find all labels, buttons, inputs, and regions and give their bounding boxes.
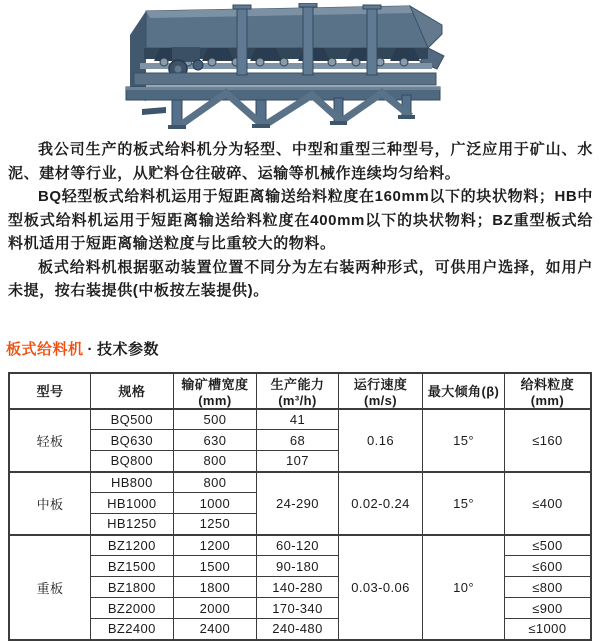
intro-text [0,132,602,303]
cell-spec: BZ2000 [91,598,174,619]
table-row [9,535,591,556]
table-row [9,619,591,640]
cell-spec: BZ1800 [91,577,174,598]
cell-trough-width: 630 [173,430,257,451]
cell-granularity: ≤500 [504,535,591,556]
cell-model-group: 重板 [9,535,91,640]
cell-granularity: ≤800 [504,577,591,598]
cell-granularity: ≤1000 [504,619,591,640]
intro-paragraph: 板式给料机根据驱动装置位置不同分为左右装两种形式，可供用户选择，如用户未提，按右装提供(中板按左装提供)。 [8,258,593,299]
cell-capacity: 107 [257,451,339,472]
cell-granularity: ≤400 [504,472,591,535]
cell-spec: BQ500 [91,409,174,430]
cell-granularity: ≤600 [504,556,591,577]
cell-granularity: ≤900 [504,598,591,619]
cell-trough-width: 1000 [173,493,257,514]
cell-trough-width: 800 [173,472,257,493]
column-header-max-angle: 最大倾角(β) [423,373,505,409]
column-header-model: 型号 [9,373,91,409]
cell-spec: HB800 [91,472,174,493]
cell-spec: BZ1200 [91,535,174,556]
column-header-spec: 规格 [91,373,174,409]
cell-trough-width: 1250 [173,514,257,535]
table-row [9,556,591,577]
cell-spec: BZ1500 [91,556,174,577]
cell-angle: 15° [423,472,505,535]
cell-capacity: 24-290 [257,472,339,535]
cell-model-group: 中板 [9,472,91,535]
column-header-speed: 运行速度(m/s) [338,373,423,409]
cell-model-group: 轻板 [9,409,91,472]
cell-speed: 0.03-0.06 [338,535,423,640]
cell-angle: 15° [423,409,505,472]
cell-capacity: 90-180 [257,556,339,577]
plate-feeder-figure [0,0,602,132]
cell-spec: HB1000 [91,493,174,514]
table-row [9,409,591,430]
cell-spec: HB1250 [91,514,174,535]
heading-section-label: 技术参数 [97,340,160,358]
column-header-capacity: 生产能力(m³/h) [257,373,339,409]
cell-angle: 10° [423,535,505,640]
cell-capacity: 240-480 [257,619,339,640]
intro-paragraph: 我公司生产的板式给料机分为轻型、中型和重型三种型号，广泛应用于矿山、水泥、建材等行业，从贮料仓往破碎、运输等机械作连续均匀给料。 [8,141,593,182]
cell-speed: 0.02-0.24 [338,472,423,535]
cell-trough-width: 2400 [173,619,257,640]
cell-spec: BQ800 [91,451,174,472]
section-heading [6,338,602,359]
table-row [9,577,591,598]
heading-separator: · [87,340,94,358]
cell-granularity: ≤160 [504,409,591,472]
cell-speed: 0.16 [338,409,423,472]
cell-trough-width: 800 [173,451,257,472]
cell-capacity: 170-340 [257,598,339,619]
cell-trough-width: 1500 [173,556,257,577]
column-header-granularity: 给料粒度(mm) [504,373,591,409]
intro-paragraph: BQ轻型板式给料机运用于短距离输送给料粒度在160mm以下的块状物料；HB中型板式给料机运用于短距离输送给料粒度在400mm以下的块状物料；BZ重型板式给料机适用于短距离输送粒度与比重较大的物料。 [8,188,593,252]
cell-trough-width: 2000 [173,598,257,619]
cell-capacity: 140-280 [257,577,339,598]
header-row [9,373,591,409]
table-row [9,598,591,619]
cell-capacity: 41 [257,409,339,430]
cell-trough-width: 1200 [173,535,257,556]
cell-spec: BZ2400 [91,619,174,640]
cell-trough-width: 500 [173,409,257,430]
heading-product-name: 板式给料机 [6,340,84,358]
table-row [9,472,591,493]
specs-table [8,372,592,641]
cell-capacity: 68 [257,430,339,451]
column-header-trough-width: 输矿槽宽度(mm) [173,373,257,409]
plate-feeder-photo [120,3,460,131]
cell-spec: BQ630 [91,430,174,451]
cell-trough-width: 1800 [173,577,257,598]
cell-capacity: 60-120 [257,535,339,556]
